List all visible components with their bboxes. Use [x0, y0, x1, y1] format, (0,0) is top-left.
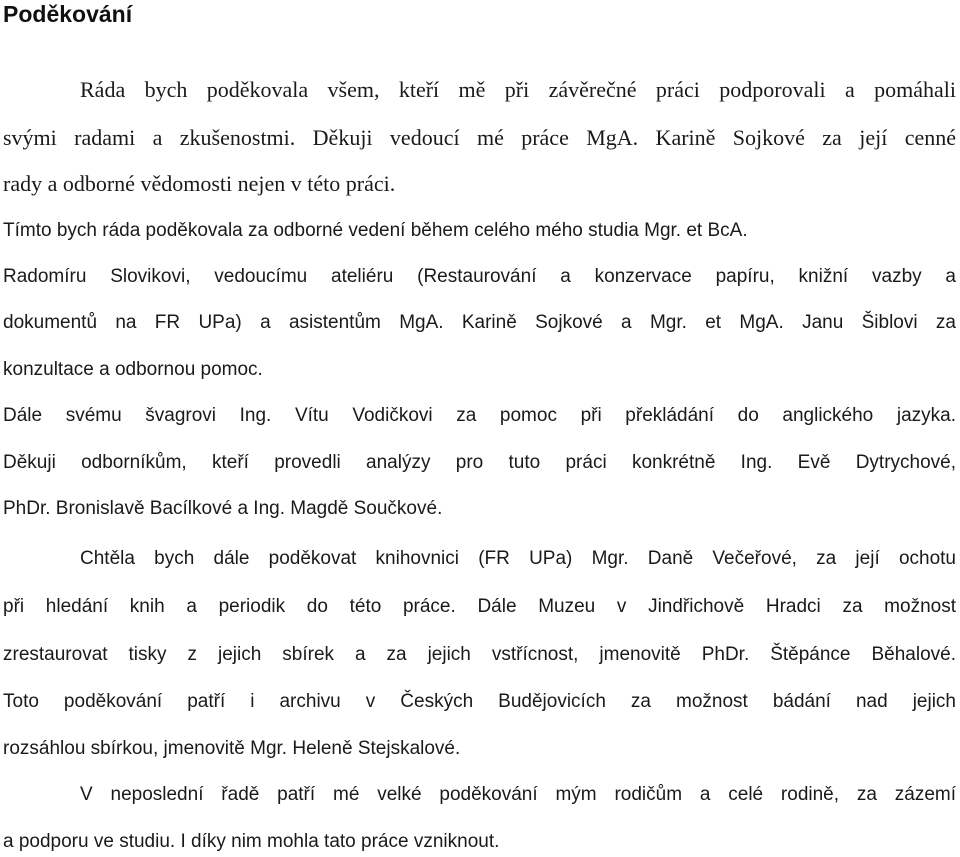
paragraph-line: dokumentů na FR UPa) a asistentům MgA. Karině Sojkové a Mgr. et MgA. Janu Šiblovi za	[3, 312, 956, 333]
paragraph-line: Dále svému švagrovi Ing. Vítu Vodičkovi za pomoc při překládání do anglického jazyka.	[3, 405, 956, 426]
paragraph-line: Ráda bych poděkovala všem, kteří mě při závěrečné práci podporovali a pomáhali	[80, 77, 956, 102]
paragraph-line: Tímto bych ráda poděkovala za odborné vedení během celého mého studia Mgr. et BcA.	[3, 220, 748, 241]
paragraph-line: V neposlední řadě patří mé velké poděkování mým rodičům a celé rodině, za zázemí	[80, 784, 956, 805]
paragraph-line: Radomíru Slovikovi, vedoucímu ateliéru (Restaurování a konzervace papíru, knižní vazby a	[3, 266, 956, 287]
paragraph-line: zrestaurovat tisky z jejich sbírek a za jejich vstřícnost, jmenovitě PhDr. Štěpánce Běhalové.	[3, 644, 956, 665]
paragraph-line: Toto poděkování patří i archivu v Českých Budějovicích za možnost bádání nad jejich	[3, 691, 956, 712]
paragraph-line: Děkuji odborníkům, kteří provedli analýzy pro tuto práci konkrétně Ing. Evě Dytrychové,	[3, 452, 956, 473]
paragraph-line: rady a odborné vědomosti nejen v této práci.	[3, 171, 396, 196]
page-title: Poděkování	[3, 1, 133, 27]
paragraph-line: a podporu ve studiu. I díky nim mohla tato práce vzniknout.	[3, 831, 500, 852]
paragraph-line: Chtěla bych dále poděkovat knihovnici (FR UPa) Mgr. Daně Večeřové, za její ochotu	[80, 548, 956, 569]
paragraph-line: rozsáhlou sbírkou, jmenovitě Mgr. Heleně Stejskalové.	[3, 738, 461, 759]
paragraph-line: svými radami a zkušenostmi. Děkuji vedoucí mé práce MgA. Karině Sojkové za její cenné	[3, 125, 956, 150]
paragraph-line: PhDr. Bronislavě Bacílkové a Ing. Magdě Součkové.	[3, 498, 443, 519]
paragraph-line: při hledání knih a periodik do této práce. Dále Muzeu v Jindřichově Hradci za možnost	[3, 596, 956, 617]
paragraph-line: konzultace a odbornou pomoc.	[3, 359, 263, 380]
